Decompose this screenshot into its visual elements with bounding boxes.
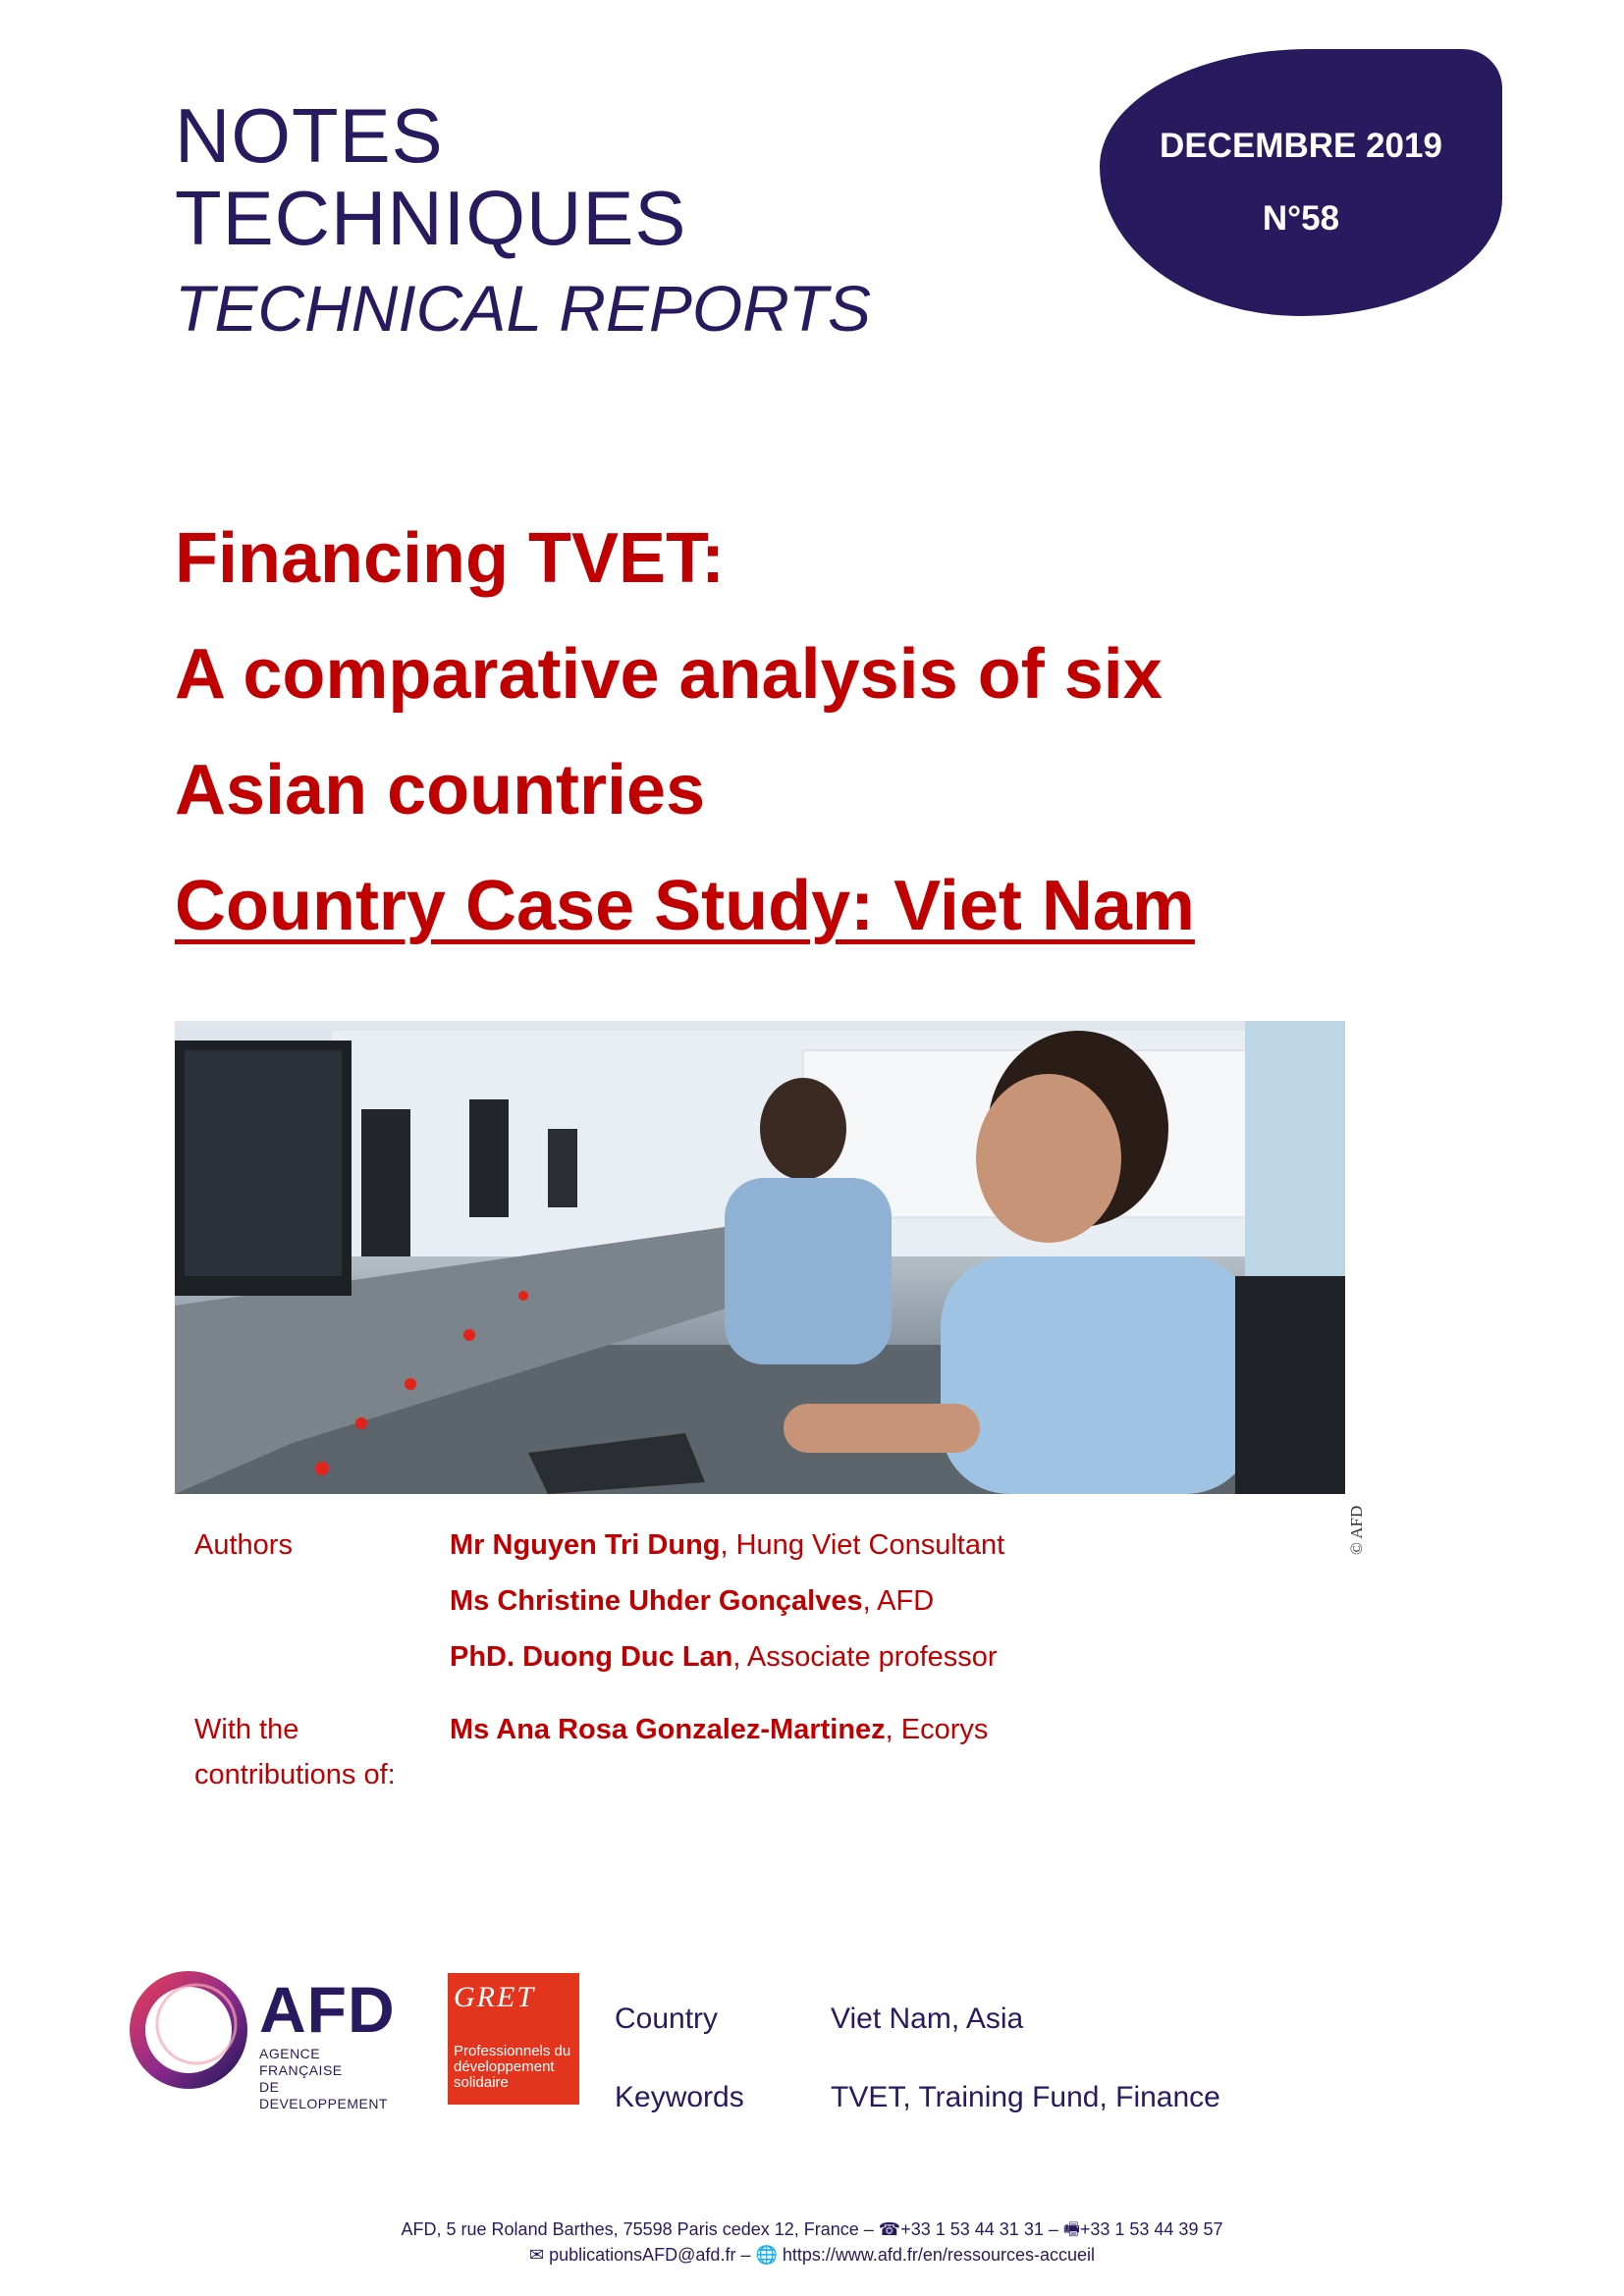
- contributions-label-1: With the: [194, 1714, 299, 1745]
- contributions-label-2: contributions of:: [194, 1759, 396, 1790]
- issue-number: N°58: [1262, 199, 1340, 238]
- gret-subtitle-3: solidaire: [454, 2074, 509, 2091]
- afd-ring-icon: [126, 1967, 251, 2093]
- contributor-1-name: Ms Ana Rosa Gonzalez-Martinez: [450, 1714, 886, 1745]
- photo-credit: © AFD: [1347, 1505, 1366, 1555]
- title-line-3: Asian countries: [175, 751, 706, 829]
- afd-subtitle-2: DE DEVELOPPEMENT: [259, 2079, 388, 2111]
- title-line-2: A comparative analysis of six: [175, 635, 1163, 714]
- contributor-1-affiliation: , Ecorys: [885, 1714, 989, 1745]
- author-1-name: Mr Nguyen Tri Dung: [450, 1529, 721, 1561]
- author-2: [450, 1585, 934, 1618]
- footer-contact: [0, 2216, 1624, 2268]
- series-title: [175, 94, 871, 349]
- gret-subtitle-1: Professionnels du: [454, 2043, 571, 2059]
- series-line-notes: NOTES: [175, 92, 444, 179]
- cover-photo-illustration: [175, 1021, 1345, 1494]
- series-line-techniques: TECHNIQUES: [175, 175, 687, 261]
- series-line-technical-reports: TECHNICAL REPORTS: [175, 272, 872, 345]
- gret-name: GRET: [454, 1981, 535, 2013]
- keywords-label: Keywords: [615, 2081, 744, 2113]
- author-3: [450, 1641, 998, 1674]
- author-3-affiliation: , Associate professor: [732, 1641, 998, 1673]
- afd-subtitle-1: AGENCE FRANÇAISE: [259, 2046, 343, 2078]
- country-label: Country: [615, 2002, 719, 2035]
- gret-subtitle-2: développement: [454, 2058, 555, 2075]
- country-value: Viet Nam, Asia: [831, 2002, 1024, 2035]
- issue-date: DECEMBRE 2019: [1160, 127, 1442, 165]
- author-3-name: PhD. Duong Duc Lan: [450, 1641, 733, 1673]
- cover-photo: [175, 1021, 1345, 1494]
- author-2-affiliation: , AFD: [862, 1585, 935, 1617]
- title-line-1: Financing TVET:: [175, 519, 726, 598]
- gret-logo: [448, 1973, 579, 2105]
- author-2-name: Ms Christine Uhder Gonçalves: [450, 1585, 863, 1617]
- afd-wordmark: [259, 1973, 396, 2112]
- contributor-1: [450, 1714, 988, 1746]
- document-title: [175, 501, 1195, 964]
- footer-web-line: ✉ publicationsAFD@afd.fr – 🌐 https://www.afd.fr/en/ressources-accueil: [529, 2245, 1095, 2265]
- author-1: [450, 1529, 1004, 1562]
- footer-address-line: AFD, 5 rue Roland Barthes, 75598 Paris cedex 12, France – ☎+33 1 53 44 31 31 – 🖷+33 1 53 44 39 57: [401, 2219, 1223, 2239]
- author-1-affiliation: , Hung Viet Consultant: [720, 1529, 1005, 1561]
- keywords-value: TVET, Training Fund, Finance: [831, 2081, 1220, 2113]
- afd-name: AFD: [259, 1973, 396, 2046]
- case-study-subtitle: Country Case Study: Viet Nam: [175, 867, 1195, 945]
- issue-badge: [1100, 49, 1502, 316]
- authors-label: Authors: [194, 1529, 293, 1561]
